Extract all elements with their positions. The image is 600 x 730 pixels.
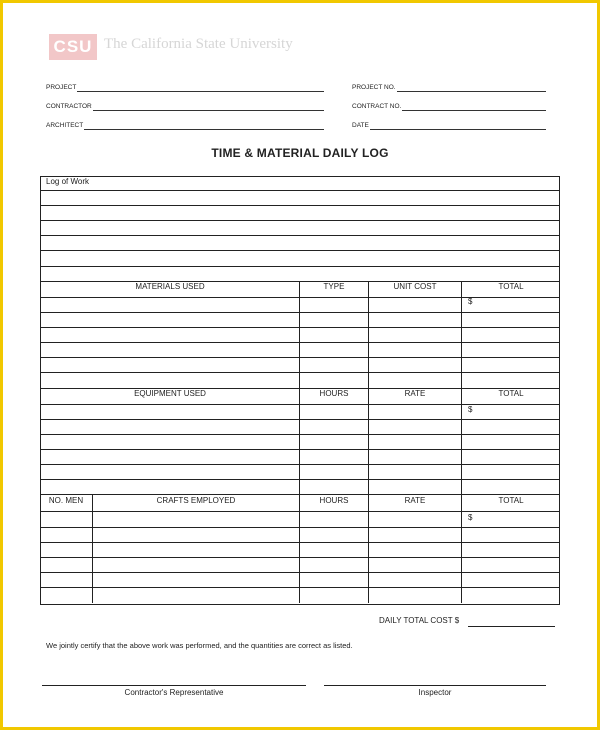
equipment-total-header: TOTAL [498,389,524,398]
equipment-header-line [40,404,560,405]
table-row[interactable] [40,587,560,588]
contractor-field[interactable] [46,99,324,111]
table-row[interactable] [40,342,560,343]
table-row[interactable] [40,542,560,543]
page-title: TIME & MATERIAL DAILY LOG [211,146,389,160]
column-divider [461,281,462,603]
daily-total-label [379,616,459,625]
crafts-hours-header: HOURS [319,496,349,505]
table-row[interactable] [40,464,560,465]
materials-used-header: MATERIALS USED [135,282,205,291]
table-row[interactable] [40,372,560,373]
materials-header-line [40,281,560,282]
csu-logo: CSU [49,34,97,60]
column-divider [299,281,300,603]
crafts-employed-header: CRAFTS EMPLOYED [156,496,236,505]
table-row[interactable] [40,572,560,573]
project-line[interactable] [77,83,324,92]
date-label: DATE [352,122,369,129]
table-row[interactable] [40,479,560,480]
architect-line[interactable] [84,121,324,130]
contract-no-label: CONTRACT NO. [352,103,402,110]
equipment-hours-header: HOURS [319,389,349,398]
daily-total-line[interactable] [468,626,555,627]
table-row[interactable] [40,327,560,328]
table-row[interactable] [40,494,560,495]
crafts-rate-header: RATE [404,496,426,505]
log-line[interactable] [40,266,560,267]
crafts-total-header: TOTAL [498,496,524,505]
project-no-line[interactable] [397,83,546,92]
contractor-line[interactable] [93,102,324,111]
crafts-header-line [40,511,560,512]
table-row[interactable] [40,434,560,435]
log-line[interactable] [40,190,560,191]
project-field[interactable] [46,80,324,92]
contractor-label: CONTRACTOR [46,103,92,110]
table-row[interactable] [40,297,560,298]
equipment-used-header: EQUIPMENT USED [134,389,206,398]
crafts-dollar-sign: $ [468,513,473,522]
table-row[interactable] [40,557,560,558]
project-no-field[interactable] [352,80,546,92]
project-label: PROJECT [46,84,77,91]
table-row[interactable] [40,357,560,358]
inspector-label: Inspector [418,688,452,697]
materials-total-header: TOTAL [498,282,524,291]
contractor-rep-label: Contractor's Representative [124,688,224,697]
contractor-signature-line[interactable] [42,685,306,686]
table-row[interactable] [40,388,560,389]
log-line[interactable] [40,235,560,236]
materials-dollar-sign: $ [468,297,473,306]
table-row[interactable] [40,312,560,313]
project-no-label: PROJECT NO. [352,84,396,91]
column-divider [92,494,93,603]
type-header: TYPE [323,282,345,291]
log-of-work-label: Log of Work [46,177,89,186]
table-row[interactable] [40,449,560,450]
no-men-header: NO. MEN [48,496,84,505]
architect-label: ARCHITECT [46,122,84,129]
daily-total-dollar: $ [454,616,460,625]
date-field[interactable] [352,118,546,130]
log-table [40,176,560,605]
log-line[interactable] [40,250,560,251]
university-name: The California State University [104,36,293,52]
unit-cost-header: UNIT COST [393,282,437,291]
column-divider [368,281,369,603]
table-row[interactable] [40,527,560,528]
certification-text: We jointly certify that the above work was performed, and the quantities are correct as listed. [46,641,353,650]
date-line[interactable] [370,121,546,130]
equipment-rate-header: RATE [404,389,426,398]
architect-field[interactable] [46,118,324,130]
daily-total-text: DAILY TOTAL COST [379,616,453,625]
table-frame [40,176,560,605]
log-line[interactable] [40,220,560,221]
table-row[interactable] [40,419,560,420]
equipment-dollar-sign: $ [468,405,473,414]
contract-no-line[interactable] [402,102,546,111]
contract-no-field[interactable] [352,99,546,111]
inspector-signature-line[interactable] [324,685,546,686]
log-line[interactable] [40,205,560,206]
